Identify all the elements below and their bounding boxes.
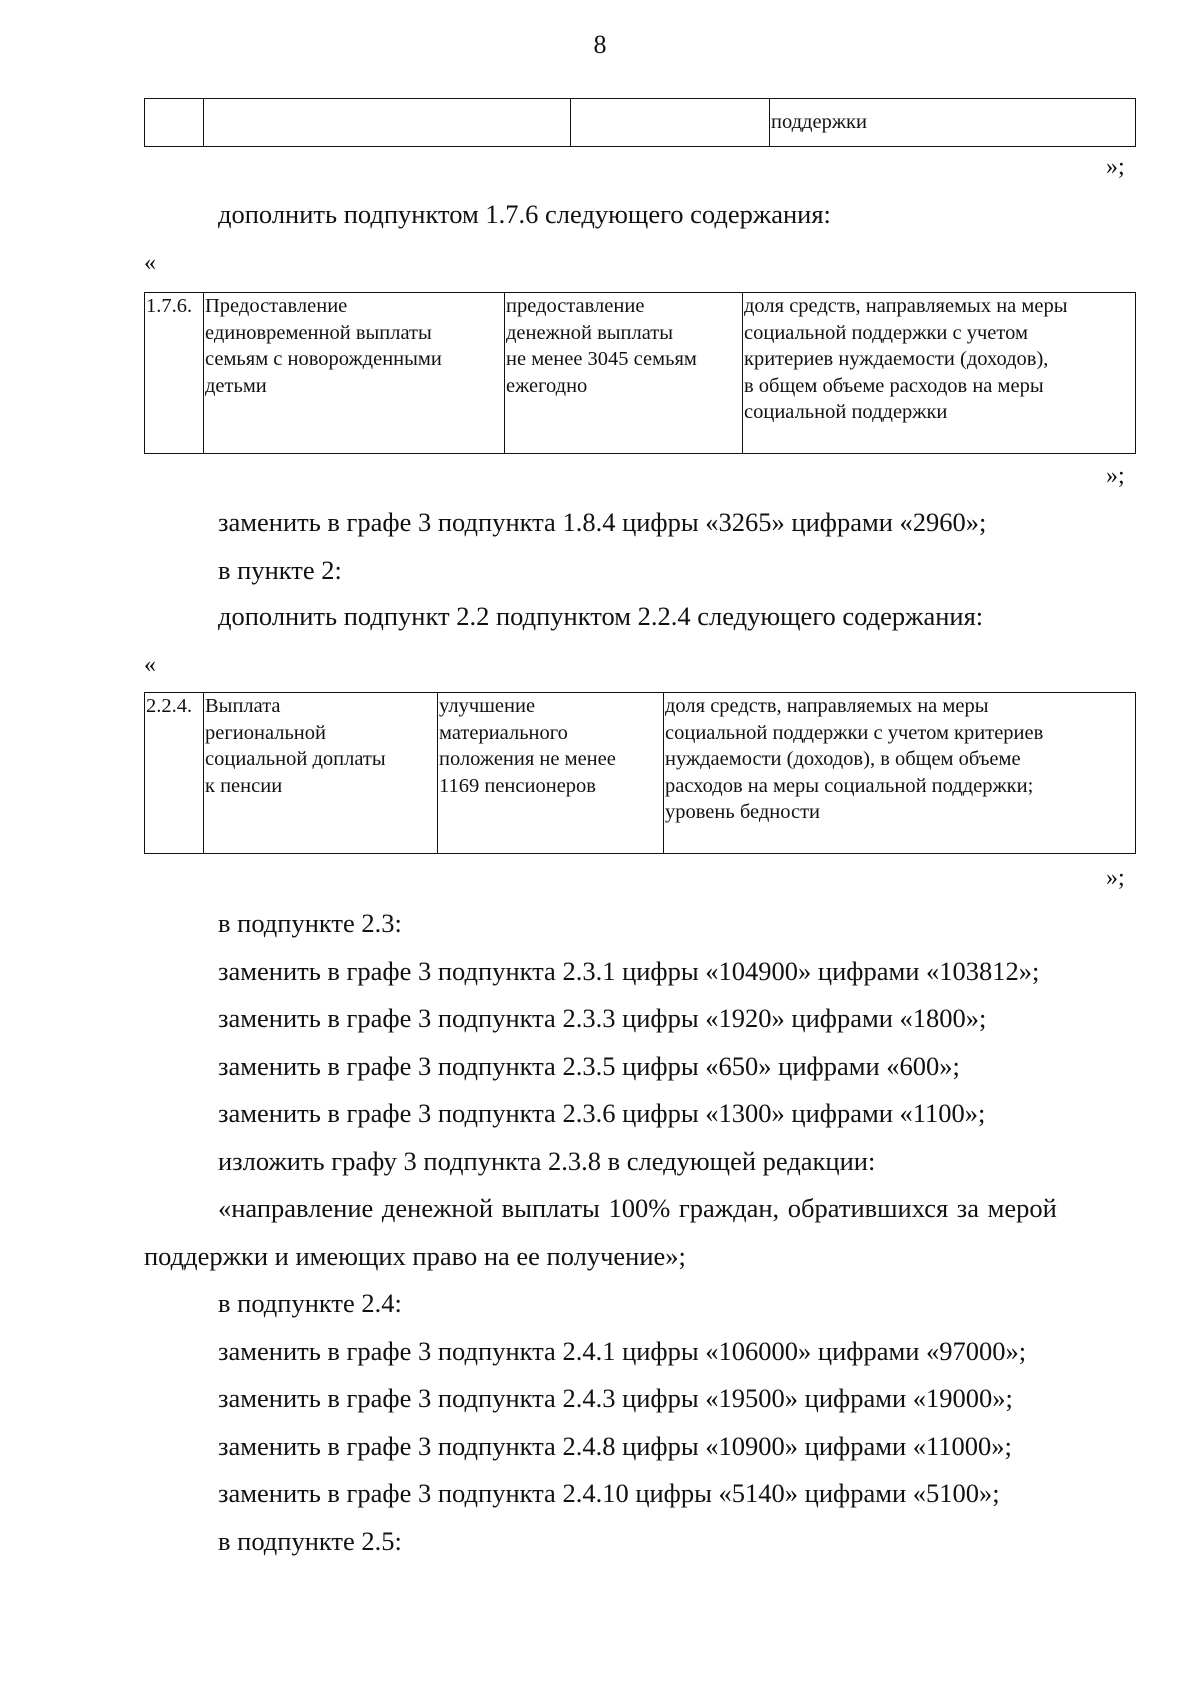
measure-name-cell bbox=[204, 693, 438, 854]
row-number: 1.7.6. bbox=[145, 293, 204, 454]
paragraph: заменить в графе 3 подпункта 2.3.1 цифры «104900» цифрами «103812»; bbox=[218, 956, 1040, 986]
table-224 bbox=[144, 692, 1136, 854]
cell-line: единовременной выплаты bbox=[205, 321, 432, 344]
table-cell bbox=[571, 99, 770, 147]
cell-line: к пенсии bbox=[205, 774, 283, 797]
table-cell bbox=[204, 99, 571, 147]
cell-line: семьям с новорожденными bbox=[205, 348, 442, 370]
cell-line: доля средств, направляемых на меры bbox=[744, 295, 1068, 317]
cell-line: в общем объеме расходов на меры bbox=[744, 374, 1044, 397]
paragraph: в подпункте 2.5: bbox=[218, 1526, 402, 1556]
closing-quote: »; bbox=[1106, 154, 1125, 180]
cell-line: положения не менее bbox=[439, 748, 616, 770]
cell-line: не менее 3045 семьям bbox=[506, 348, 697, 370]
paragraph: дополнить подпункт 2.2 подпунктом 2.2.4 следующего содержания: bbox=[218, 601, 984, 631]
cell-line: предоставление bbox=[506, 295, 645, 317]
cell-line: ежегодно bbox=[506, 374, 588, 397]
measure-name-cell bbox=[204, 293, 505, 454]
indicator-cell bbox=[743, 293, 1136, 454]
cell-line: критериев нуждаемости (доходов), bbox=[744, 348, 1049, 370]
paragraph: заменить в графе 3 подпункта 2.4.3 цифры «19500» цифрами «19000»; bbox=[218, 1383, 1013, 1413]
cell-line: Выплата bbox=[205, 695, 281, 717]
cell-line: нуждаемости (доходов), в общем объеме bbox=[665, 748, 1021, 770]
paragraph: дополнить подпунктом 1.7.6 следующего содержания: bbox=[218, 199, 831, 229]
cell-line: социальной поддержки с учетом критериев bbox=[665, 721, 1044, 744]
cell-line: социальной доплаты bbox=[205, 748, 386, 770]
paragraph: заменить в графе 3 подпункта 2.4.8 цифры «10900» цифрами «11000»; bbox=[218, 1431, 1012, 1461]
row-number: 2.2.4. bbox=[145, 693, 204, 854]
cell-line: социальной поддержки bbox=[744, 401, 948, 423]
cell-line: расходов на меры социальной поддержки; bbox=[665, 774, 1034, 797]
cell-line: денежной выплаты bbox=[506, 321, 674, 344]
paragraph: заменить в графе 3 подпункта 2.4.1 цифры «106000» цифрами «97000»; bbox=[218, 1336, 1027, 1366]
indicator-cell bbox=[664, 693, 1136, 854]
paragraph: заменить в графе 3 подпункта 2.3.5 цифры «650» цифрами «600»; bbox=[218, 1051, 960, 1081]
paragraph: в пункте 2: bbox=[218, 555, 342, 585]
table-cell bbox=[145, 99, 204, 147]
page-number: 8 bbox=[593, 30, 607, 59]
paragraph: заменить в графе 3 подпункта 1.8.4 цифры «3265» цифрами «2960»; bbox=[218, 507, 987, 537]
closing-quote: »; bbox=[1106, 865, 1125, 891]
top-table-fragment bbox=[144, 98, 1136, 147]
cell-line: доля средств, направляемых на меры bbox=[665, 695, 989, 717]
paragraph: заменить в графе 3 подпункта 2.3.3 цифры «1920» цифрами «1800»; bbox=[218, 1003, 987, 1033]
paragraph: заменить в графе 3 подпункта 2.3.6 цифры «1300» цифрами «1100»; bbox=[218, 1098, 986, 1128]
cell-line: материального bbox=[439, 721, 568, 744]
table-cell: поддержки bbox=[770, 99, 1136, 147]
closing-quote: »; bbox=[1106, 463, 1125, 489]
target-cell bbox=[505, 293, 743, 454]
cell-line: 1169 пенсионеров bbox=[439, 774, 596, 797]
paragraph: в подпункте 2.4: bbox=[218, 1288, 402, 1318]
cell-line: улучшение bbox=[439, 695, 536, 717]
paragraph: заменить в графе 3 подпункта 2.4.10 цифры «5140» цифрами «5100»; bbox=[218, 1478, 1000, 1508]
cell-line: региональной bbox=[205, 721, 326, 744]
cell-line: Предоставление bbox=[205, 295, 348, 317]
paragraph: в подпункте 2.3: bbox=[218, 908, 402, 938]
paragraph: изложить графу 3 подпункта 2.3.8 в следующей редакции: bbox=[218, 1146, 876, 1176]
opening-quote: « bbox=[144, 250, 156, 276]
opening-quote: « bbox=[144, 652, 156, 678]
cell-line: социальной поддержки с учетом bbox=[744, 321, 1028, 344]
table-176 bbox=[144, 292, 1136, 454]
cell-line: детьми bbox=[205, 374, 267, 397]
paragraph: «направление денежной выплаты 100% граждан, обратившихся за мерой bbox=[218, 1193, 1057, 1223]
target-cell bbox=[438, 693, 664, 854]
cell-line: уровень бедности bbox=[665, 801, 821, 823]
paragraph-continuation: поддержки и имеющих право на ее получение»; bbox=[144, 1241, 686, 1271]
